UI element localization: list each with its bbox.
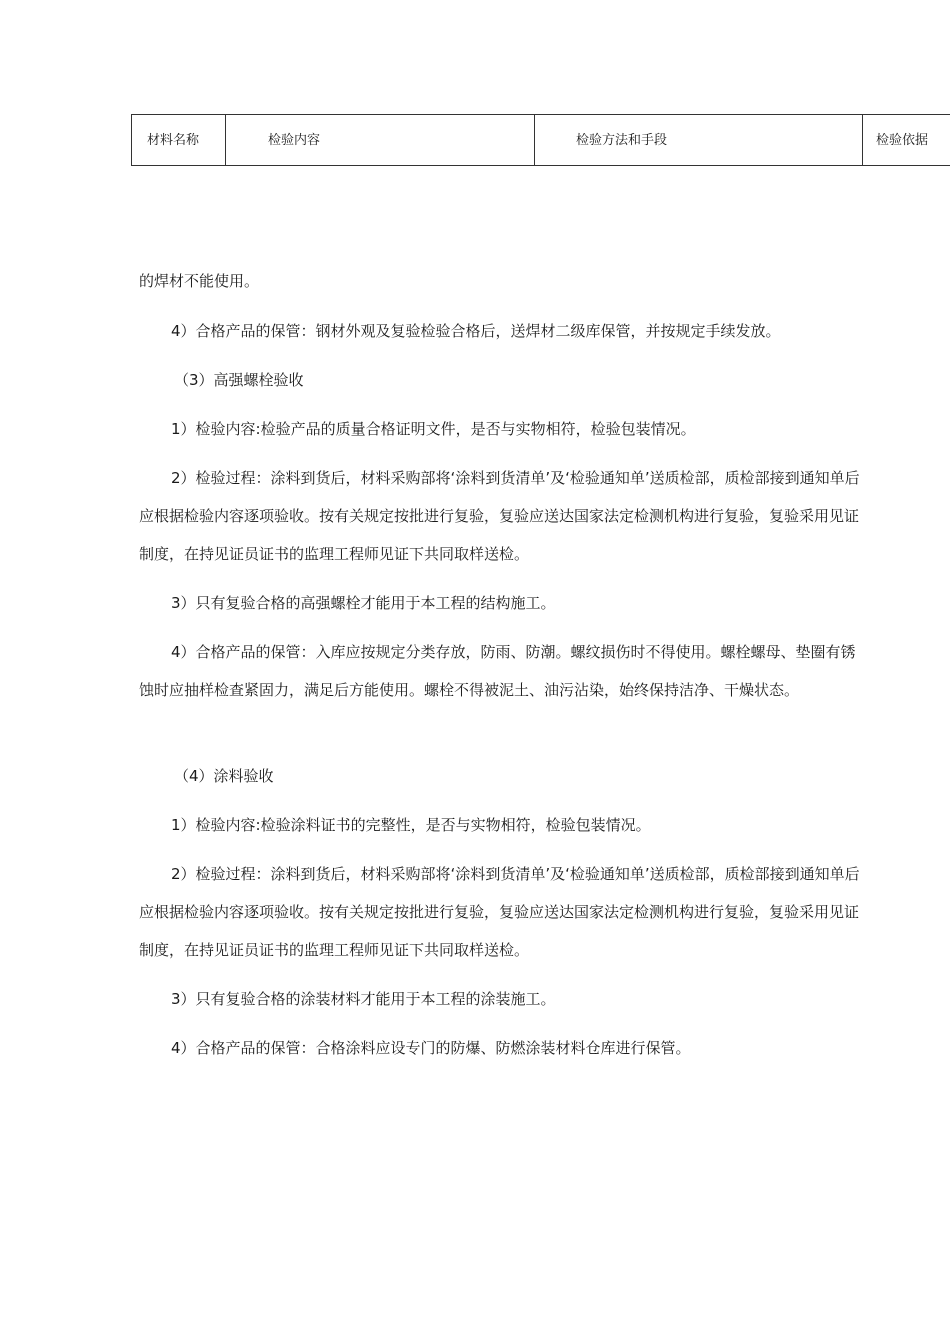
paragraph-coating-process: 2）检验过程：涂料到货后，材料采购部将‘涂料到货清单’及‘检验通知单’送质检部，质检部接到通知单后应根据检验内容逐项验收。按有关规定按批进行复验，复验应送达国家法定检测机构进行复验，复验采用见证制度，在持见证员证书的监理工程师见证下共同取样送检。 bbox=[139, 865, 860, 959]
paragraph-bolt-storage: 4）合格产品的保管：入库应按规定分类存放，防雨、防潮。螺纹损伤时不得使用。螺栓螺母、垫圈有锈蚀时应抽样检查紧固力，满足后方能使用。螺栓不得被泥土、油污沾染，始终保持洁净、干燥状态。 bbox=[139, 643, 856, 699]
paragraph-coating-content: 1）检验内容:检验涂料证书的完整性，是否与实物相符，检验包装情况。 bbox=[171, 816, 651, 834]
paragraph-storage-steel: 4）合格产品的保管：钢材外观及复验检验合格后，送焊材二级库保管，并按规定手续发放。 bbox=[171, 322, 781, 340]
paragraph-continuation: 的焊材不能使用。 bbox=[139, 272, 260, 290]
header-inspection-content: 检验内容 bbox=[226, 115, 535, 166]
header-inspection-method: 检验方法和手段 bbox=[535, 115, 863, 166]
paragraph-coating-storage: 4）合格产品的保管：合格涂料应设专门的防爆、防燃涂装材料仓库进行保管。 bbox=[171, 1039, 691, 1057]
header-inspection-basis: 检验依据 bbox=[863, 115, 950, 166]
table-header-row bbox=[132, 115, 950, 166]
section-heading-bolts: （3）高强螺栓验收 bbox=[174, 371, 304, 389]
inspection-table-header bbox=[131, 114, 950, 166]
header-material-name: 材料名称 bbox=[132, 115, 226, 166]
paragraph-bolt-process: 2）检验过程：涂料到货后，材料采购部将‘涂料到货清单’及‘检验通知单’送质检部，质检部接到通知单后应根据检验内容逐项验收。按有关规定按批进行复验，复验应送达国家法定检测机构进行复验，复验采用见证制度，在持见证员证书的监理工程师见证下共同取样送检。 bbox=[139, 469, 860, 563]
paragraph-bolt-retest: 3）只有复验合格的高强螺栓才能用于本工程的结构施工。 bbox=[171, 594, 556, 612]
section-heading-coating: （4）涂料验收 bbox=[174, 767, 274, 785]
paragraph-coating-retest: 3）只有复验合格的涂装材料才能用于本工程的涂装施工。 bbox=[171, 990, 556, 1008]
paragraph-bolt-content: 1）检验内容:检验产品的质量合格证明文件，是否与实物相符，检验包装情况。 bbox=[171, 420, 696, 438]
